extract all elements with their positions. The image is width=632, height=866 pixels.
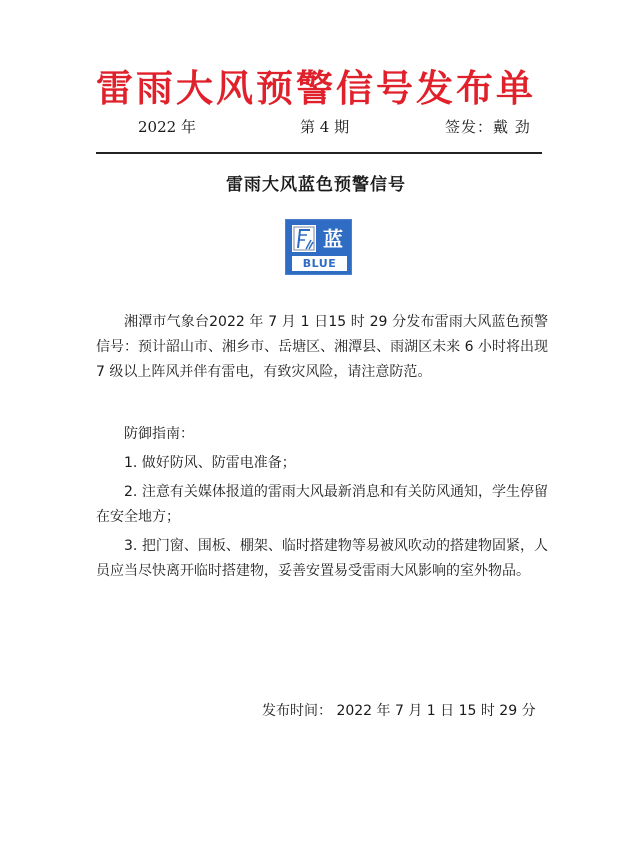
defense-guide-item: 1. 做好防风、防雷电准备； xyxy=(124,455,296,471)
wind-gust-icon xyxy=(292,225,316,252)
blue-warning-signal-icon xyxy=(285,219,352,275)
signal-color-char: 蓝 xyxy=(323,227,343,251)
signal-level-label: BLUE xyxy=(292,256,347,271)
defense-guide-item: 2. 注意有关媒体报道的雷雨大风最新消息和有关防风通知，学生停留在安全地方； xyxy=(96,484,548,525)
header-divider xyxy=(96,152,542,154)
signal-heading: 雷雨大风蓝色预警信号 xyxy=(226,175,406,195)
bulletin-issue: 第 4 期 xyxy=(300,118,350,136)
bulletin-signer: 签发：戴 劲 xyxy=(445,118,531,136)
bulletin-title: 雷雨大风预警信号发布单 xyxy=(96,66,536,110)
bulletin-year: 2022 年 xyxy=(138,118,196,136)
defense-guide-title: 防御指南： xyxy=(124,426,194,442)
defense-guide-item: 3. 把门窗、围板、棚架、临时搭建物等易被风吹动的搭建物固紧，人员应当尽快离开临时搭建物，妥善安置易受雷雨大风影响的室外物品。 xyxy=(96,538,548,579)
bulletin-meta xyxy=(0,116,632,140)
release-time: 发布时间： 2022 年 7 月 1 日 15 时 29 分 xyxy=(262,703,536,719)
warning-paragraph: 湘潭市气象台2022 年 7 月 1 日15 时 29 分发布雷雨大风蓝色预警信号：预计韶山市、湘乡市、岳塘区、湘潭县、雨湖区未来 6 小时将出现 7 级以上阵风并伴有雷电，有致灾风险，请注意防范。 xyxy=(96,314,548,380)
